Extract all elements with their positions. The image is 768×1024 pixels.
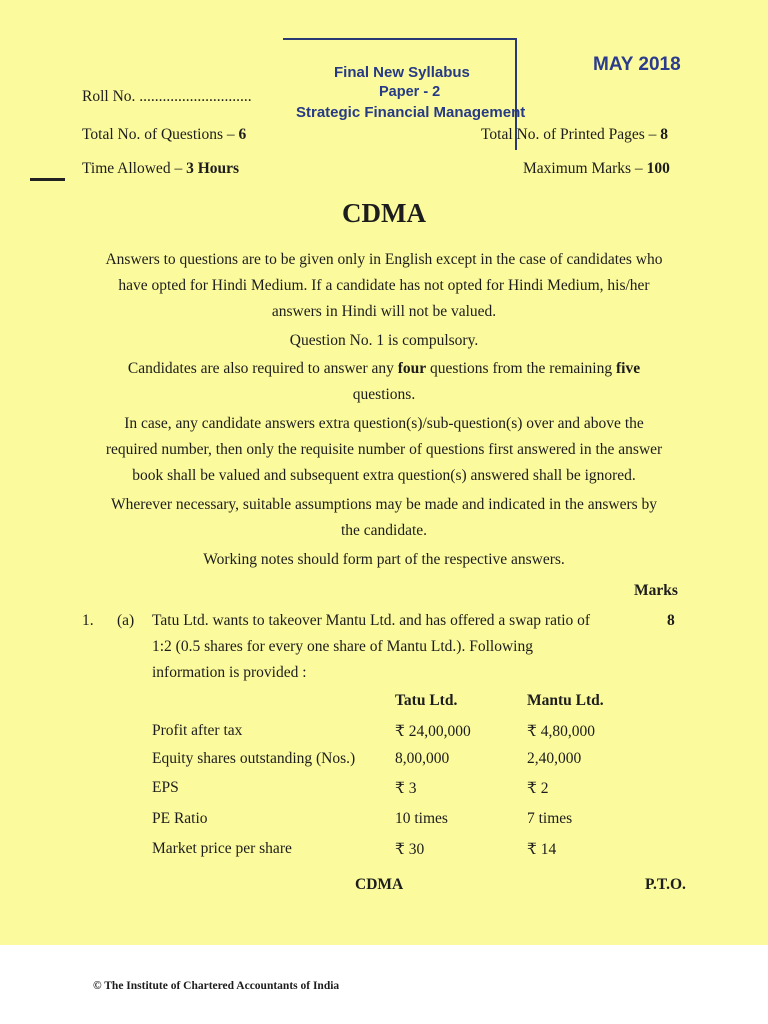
maximum-marks-label: Maximum Marks –: [523, 160, 643, 177]
stamp-paper-number: Paper - 2: [379, 84, 441, 100]
cell-tatu: ₹ 30: [395, 841, 425, 858]
row-label: Equity shares outstanding (Nos.): [152, 750, 356, 767]
question-marks: 8: [667, 612, 675, 629]
cell-tatu: ₹ 24,00,000: [395, 723, 471, 740]
stamp-syllabus-label: Final New Syllabus: [334, 64, 470, 81]
row-label: Market price per share: [152, 840, 292, 857]
session-stamp: MAY 2018: [593, 54, 681, 75]
instruction-choice-line-2: questions.: [352, 386, 416, 403]
instruction-working-notes: Working notes should form part of the respective answers.: [203, 551, 565, 568]
cell-tatu: 8,00,000: [395, 750, 450, 767]
cell-mantu: 2,40,000: [527, 750, 582, 767]
instruction-choice-text-2: questions from the remaining: [426, 360, 616, 377]
footer-pto: P.T.O.: [645, 876, 686, 893]
printed-pages: [481, 126, 668, 144]
table-header-mantu: Mantu Ltd.: [527, 692, 604, 709]
row-label: EPS: [152, 779, 179, 796]
time-allowed: [82, 160, 239, 178]
row-label: PE Ratio: [152, 810, 208, 827]
table-header-tatu: Tatu Ltd.: [395, 692, 458, 709]
instruction-extra-line-1: In case, any candidate answers extra question(s)/sub-question(s) over and above the: [124, 415, 644, 432]
instruction-medium-line-3: answers in Hindi will not be valued.: [271, 303, 497, 320]
question-text-line-1: Tatu Ltd. wants to takeover Mantu Ltd. and has offered a swap ratio of: [152, 612, 591, 629]
paper-code-title: CDMA: [342, 198, 426, 228]
printed-pages-value: 8: [660, 126, 669, 143]
instruction-extra-line-3: book shall be valued and subsequent extra question(s) answered shall be ignored.: [132, 467, 636, 484]
instruction-choice-four: four: [397, 360, 427, 377]
instruction-assumptions-line-1: Wherever necessary, suitable assumptions may be made and indicated in the answers by: [110, 496, 658, 513]
question-part: (a): [117, 612, 135, 629]
instruction-choice-text: Candidates are also required to answer any: [127, 360, 398, 377]
cell-mantu: 7 times: [527, 810, 573, 827]
margin-mark: [30, 178, 65, 181]
instruction-choice-line-1: [60, 356, 708, 382]
total-questions-value: 6: [238, 126, 247, 143]
stamp-paper-title: Strategic Financial Management: [296, 104, 526, 121]
time-allowed-label: Time Allowed –: [82, 160, 183, 177]
instruction-choice-five: five: [616, 360, 641, 377]
footer-paper-code: CDMA: [355, 876, 404, 893]
question-text-line-3: information is provided :: [152, 664, 307, 681]
instruction-assumptions-line-2: the candidate.: [340, 522, 428, 539]
instruction-medium-line-1: Answers to questions are to be given only in English except in the case of candidates who: [105, 251, 663, 268]
row-label: Profit after tax: [152, 722, 243, 739]
question-text-line-2: 1:2 (0.5 shares for every one share of Mantu Ltd.). Following: [152, 638, 533, 655]
cell-tatu: ₹ 3: [395, 780, 417, 797]
cell-mantu: ₹ 4,80,000: [527, 723, 595, 740]
roll-number-field: Roll No. .............................: [82, 88, 252, 105]
question-number: 1.: [82, 612, 94, 629]
instruction-medium-line-2: have opted for Hindi Medium. If a candidate has not opted for Hindi Medium, his/her: [118, 277, 650, 294]
instruction-extra-line-2: required number, then only the requisite number of questions first answered in the answer: [105, 441, 663, 458]
instruction-compulsory: Question No. 1 is compulsory.: [289, 332, 479, 349]
cell-tatu: 10 times: [395, 810, 448, 827]
cell-mantu: ₹ 2: [527, 780, 549, 797]
cell-mantu: ₹ 14: [527, 841, 557, 858]
marks-column-heading: Marks: [634, 582, 678, 599]
maximum-marks-value: 100: [646, 160, 670, 177]
total-questions-label: Total No. of Questions –: [82, 126, 235, 143]
time-allowed-value: 3 Hours: [186, 160, 240, 177]
total-questions: [82, 126, 246, 144]
maximum-marks: [523, 160, 670, 178]
printed-pages-label: Total No. of Printed Pages –: [481, 126, 657, 143]
copyright-notice: © The Institute of Chartered Accountants of India: [93, 980, 340, 992]
